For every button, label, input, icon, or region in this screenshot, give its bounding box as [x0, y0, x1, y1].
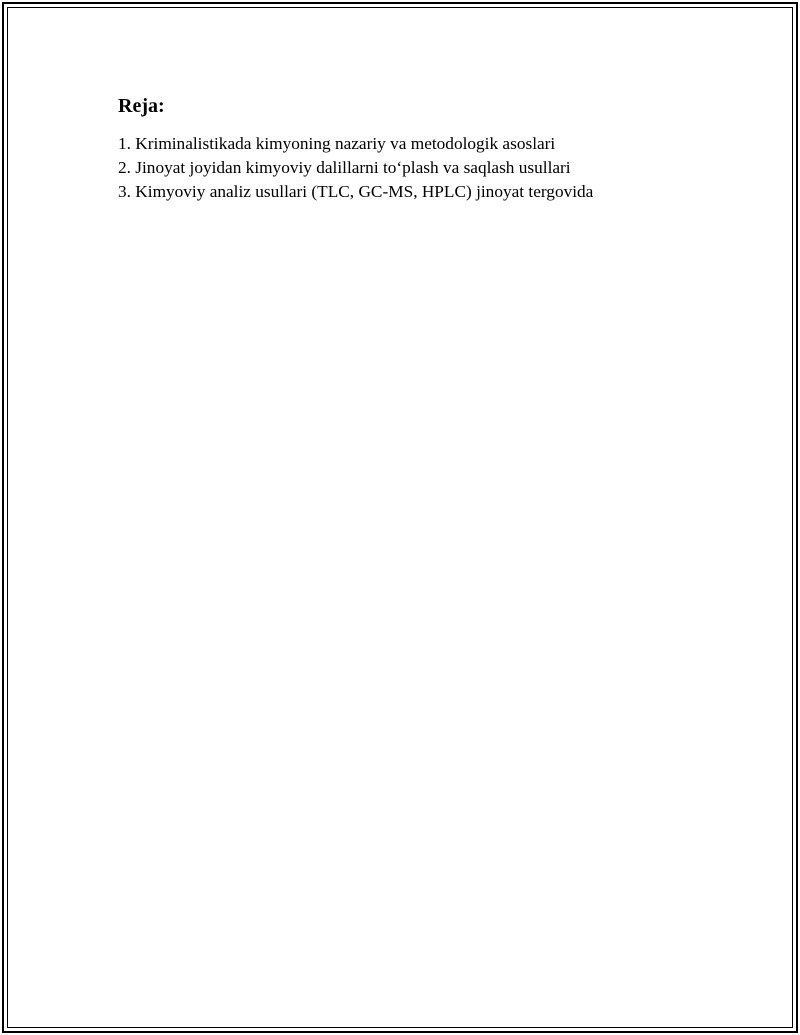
plan-item: 2. Jinoyat joyidan kimyoviy dalillarni to‘plash va saqlash usullari	[118, 158, 571, 177]
plan-item: 1. Kriminalistikada kimyoning nazariy va metodologik asoslari	[118, 134, 556, 153]
plan-heading: Reja:	[118, 95, 165, 117]
plan-item: 3. Kimyoviy analiz usullari (TLC, GC-MS, HPLC) jinoyat tergovida	[118, 182, 594, 201]
plan-list	[118, 132, 718, 204]
page-content	[118, 93, 718, 204]
